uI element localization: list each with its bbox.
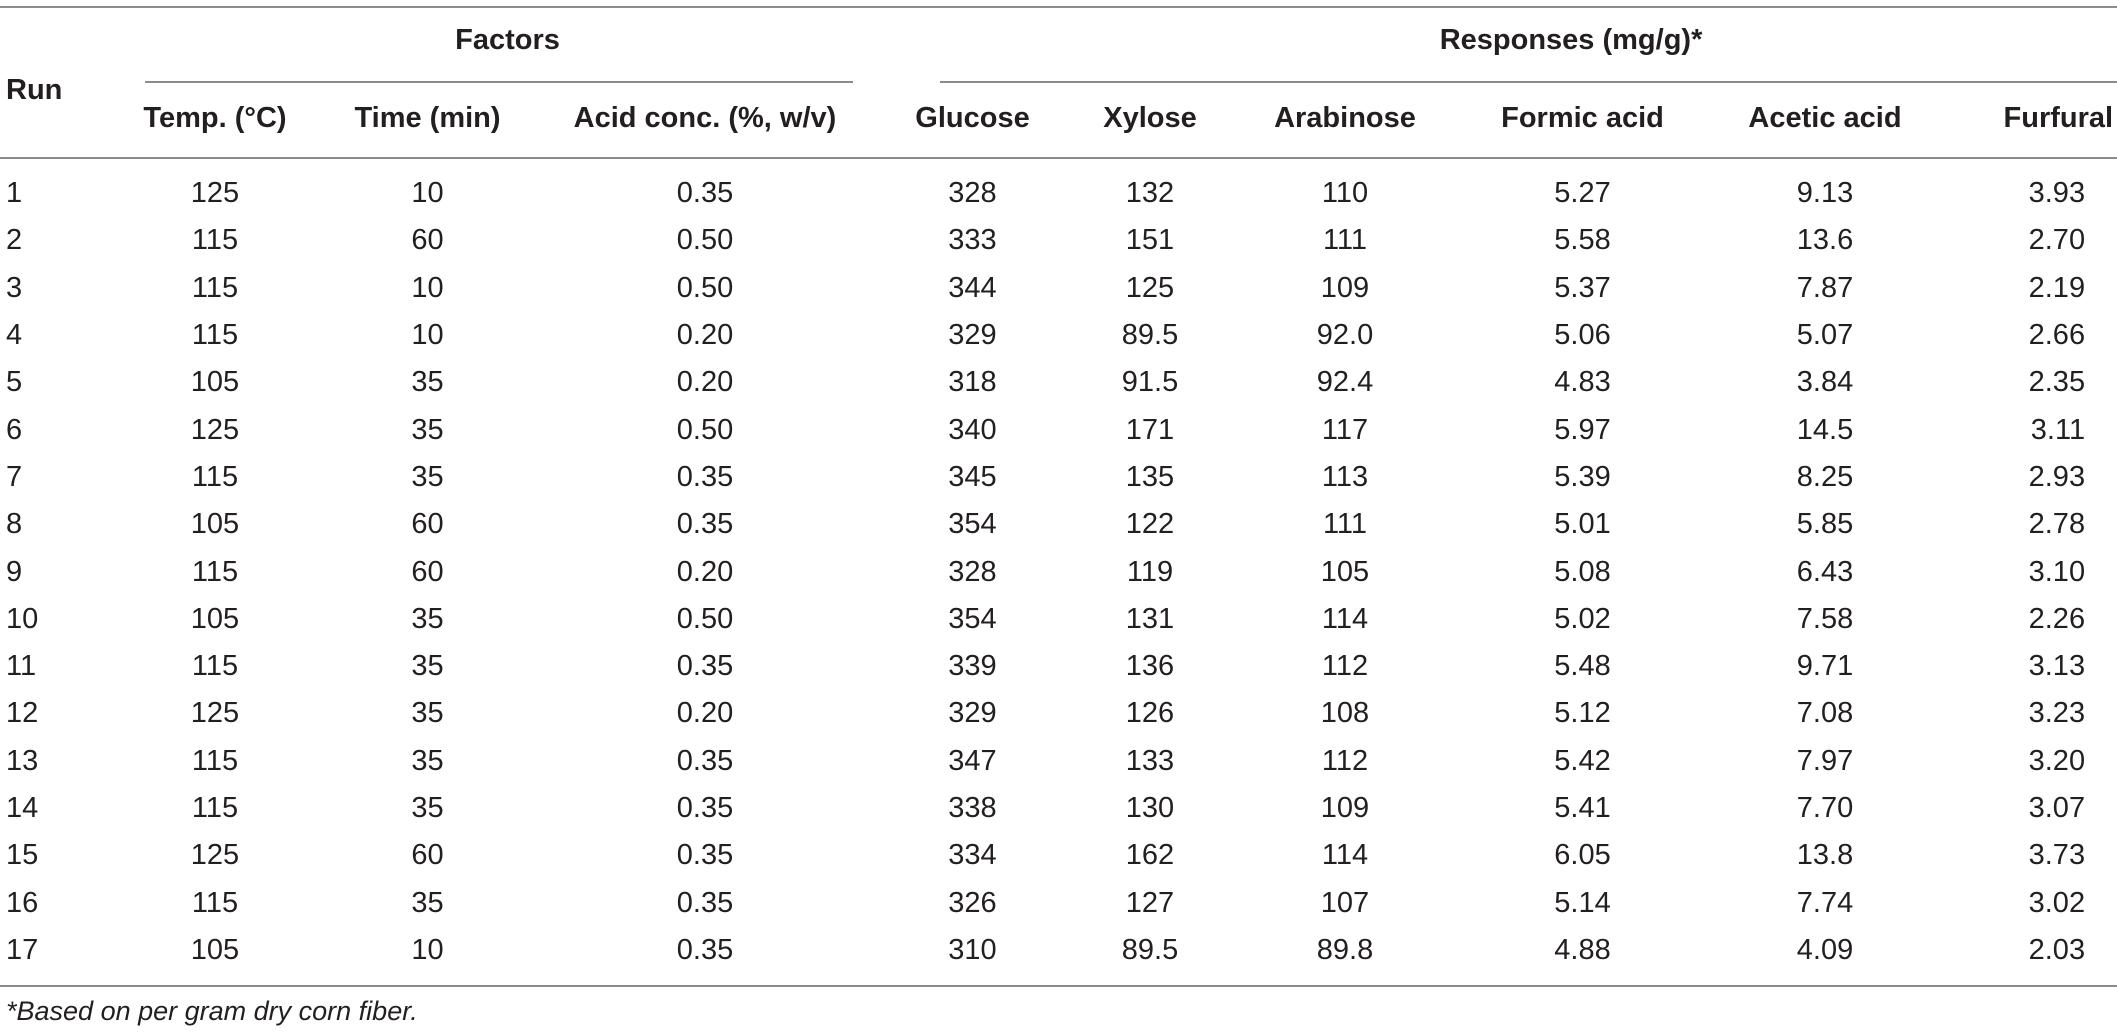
table-cell: 7.58 — [1796, 602, 1854, 635]
table-row — [0, 501, 2117, 548]
table-cell: 125 — [190, 839, 240, 872]
table-cell: 105 — [1320, 555, 1370, 588]
table-row — [0, 879, 2117, 926]
run-cell: 1 — [6, 177, 23, 210]
table-cell: 5.37 — [1554, 271, 1611, 304]
table-cell: 5.39 — [1554, 460, 1611, 493]
table-cell: 112 — [1321, 744, 1369, 777]
table-row — [0, 156, 2117, 217]
table-cell: 5.14 — [1554, 886, 1611, 919]
table-cell: 4.83 — [1554, 366, 1611, 399]
table-body — [0, 156, 2117, 974]
table-cell: 125 — [190, 413, 240, 446]
run-cell: 6 — [6, 413, 23, 446]
table-cell: 133 — [1125, 744, 1175, 777]
table-cell: 3.07 — [2028, 792, 2086, 824]
bottom-rule — [0, 985, 2117, 987]
table-cell: 105 — [190, 366, 240, 399]
table-cell: 5.02 — [1554, 602, 1611, 635]
table-cell: 114 — [1321, 602, 1369, 635]
table-cell: 3.10 — [2028, 555, 2086, 588]
table-row — [0, 217, 2117, 264]
table-cell: 318 — [948, 366, 997, 399]
table-cell: 111 — [1322, 224, 1368, 257]
column-header: Time (min) — [354, 101, 501, 134]
run-cell: 7 — [6, 460, 23, 493]
table-cell: 7.74 — [1796, 886, 1854, 919]
table-cell: 3.13 — [2028, 650, 2086, 683]
table-cell: 7.87 — [1796, 271, 1854, 304]
table-row — [0, 927, 2117, 974]
table-cell: 92.4 — [1316, 366, 1374, 399]
table-row — [0, 548, 2117, 595]
table-cell: 115 — [191, 555, 239, 588]
table-cell: 109 — [1320, 792, 1370, 824]
table-cell: 0.50 — [676, 602, 734, 635]
table-cell: 35 — [411, 602, 444, 635]
table-cell: 338 — [948, 792, 997, 824]
table-cell: 3.84 — [1796, 366, 1854, 399]
table-cell: 0.20 — [676, 319, 734, 352]
table-cell: 60 — [411, 508, 444, 541]
table-row — [0, 690, 2117, 737]
run-cell: 5 — [6, 366, 23, 399]
table-cell: 35 — [411, 697, 444, 730]
table-cell: 35 — [411, 744, 444, 777]
responses-header: Responses (mg/g)* — [1439, 23, 1703, 56]
table-cell: 2.93 — [2028, 460, 2086, 493]
run-cell: 8 — [6, 508, 23, 541]
table-cell: 13.6 — [1796, 224, 1854, 257]
table-cell: 10 — [411, 319, 444, 352]
table-cell: 105 — [190, 508, 240, 541]
table-cell: 3.02 — [2028, 886, 2086, 919]
table-cell: 35 — [411, 792, 444, 824]
run-cell: 16 — [6, 886, 39, 919]
table-cell: 0.35 — [676, 508, 734, 541]
run-cell: 2 — [6, 224, 23, 257]
table-cell: 0.35 — [676, 886, 734, 919]
table-row — [0, 406, 2117, 453]
table-cell: 5.42 — [1554, 744, 1611, 777]
table-cell: 9.71 — [1796, 650, 1854, 683]
table-cell: 0.20 — [676, 555, 734, 588]
table-row — [0, 312, 2117, 359]
table-cell: 60 — [411, 224, 444, 257]
table-cell: 333 — [948, 224, 997, 257]
column-header: Acetic acid — [1748, 101, 1902, 134]
table-cell: 109 — [1320, 271, 1370, 304]
table-row — [0, 785, 2117, 832]
table-cell: 110 — [1321, 177, 1369, 210]
column-header: Temp. (°C) — [143, 101, 287, 134]
table-cell: 125 — [190, 177, 240, 210]
run-cell: 10 — [6, 602, 39, 635]
table-cell: 35 — [411, 650, 444, 683]
table-cell: 0.50 — [676, 224, 734, 257]
table-cell: 35 — [411, 886, 444, 919]
table-cell: 136 — [1125, 650, 1175, 683]
table-cell: 0.35 — [676, 933, 734, 966]
table-cell: 347 — [948, 744, 997, 777]
table-row — [0, 643, 2117, 690]
column-header: Arabinose — [1274, 101, 1416, 134]
table-cell: 127 — [1125, 886, 1175, 919]
table-cell: 91.5 — [1121, 366, 1179, 399]
table-cell: 108 — [1320, 697, 1370, 730]
table-cell: 115 — [191, 271, 239, 304]
table-cell: 5.41 — [1554, 792, 1611, 824]
table-cell: 115 — [191, 460, 239, 493]
table-cell: 326 — [948, 886, 997, 919]
table-cell: 132 — [1125, 177, 1175, 210]
table-cell: 345 — [948, 460, 997, 493]
factors-header: Factors — [455, 23, 560, 56]
table-cell: 3.93 — [2028, 177, 2086, 210]
table-cell: 135 — [1125, 460, 1175, 493]
table-cell: 119 — [1126, 555, 1174, 588]
run-cell: 12 — [6, 697, 39, 730]
table-row — [0, 738, 2117, 785]
table-cell: 5.48 — [1554, 650, 1611, 683]
table-cell: 105 — [190, 933, 240, 966]
table-cell: 115 — [191, 224, 239, 257]
run-header: Run — [6, 73, 63, 106]
table-cell: 310 — [948, 933, 997, 966]
table-cell: 339 — [948, 650, 997, 683]
table-cell: 328 — [948, 177, 997, 210]
table-cell: 328 — [948, 555, 997, 588]
table-cell: 2.35 — [2028, 366, 2086, 399]
table-row — [0, 832, 2117, 879]
table-row — [0, 359, 2117, 406]
table-cell: 7.97 — [1796, 744, 1854, 777]
run-cell: 4 — [6, 319, 23, 352]
table-cell: 5.07 — [1796, 319, 1854, 352]
table-cell: 3.23 — [2028, 697, 2086, 730]
column-header: Acid conc. (%, w/v) — [573, 101, 837, 134]
table-cell: 115 — [191, 744, 239, 777]
table-cell: 112 — [1321, 650, 1369, 683]
table-cell: 354 — [948, 508, 997, 541]
table-cell: 334 — [948, 839, 997, 872]
run-cell: 14 — [6, 792, 39, 824]
table-cell: 89.5 — [1121, 319, 1179, 352]
table-cell: 122 — [1125, 508, 1175, 541]
table-cell: 0.50 — [676, 413, 734, 446]
table-cell: 2.78 — [2028, 508, 2086, 541]
table-cell: 10 — [411, 271, 444, 304]
table-cell: 5.06 — [1554, 319, 1611, 352]
table-cell: 13.8 — [1796, 839, 1854, 872]
table-row — [0, 596, 2117, 643]
table-cell: 151 — [1125, 224, 1175, 257]
run-cell: 17 — [6, 933, 39, 966]
table-footnote: *Based on per gram dry corn fiber. — [6, 996, 418, 1026]
table-cell: 2.03 — [2028, 933, 2086, 966]
table-cell: 35 — [411, 366, 444, 399]
table-cell: 130 — [1125, 792, 1175, 824]
table-cell: 344 — [948, 271, 997, 304]
table-cell: 10 — [411, 933, 444, 966]
table-cell: 107 — [1320, 886, 1370, 919]
table-cell: 0.50 — [676, 271, 734, 304]
table-cell: 114 — [1321, 839, 1369, 872]
column-header: Glucose — [915, 101, 1030, 134]
table-cell: 60 — [411, 555, 444, 588]
table-cell: 92.0 — [1316, 319, 1374, 352]
table-cell: 10 — [411, 177, 444, 210]
column-header: Formic acid — [1501, 101, 1664, 134]
run-cell: 3 — [6, 271, 23, 304]
table-cell: 125 — [1125, 271, 1175, 304]
table-cell: 171 — [1125, 413, 1175, 446]
run-cell: 9 — [6, 555, 23, 588]
table-cell: 2.70 — [2028, 224, 2086, 257]
table-row — [0, 265, 2117, 312]
table-cell: 0.35 — [676, 792, 734, 824]
table-row — [0, 454, 2117, 501]
table-cell: 111 — [1322, 508, 1368, 541]
table-cell: 5.27 — [1554, 177, 1611, 210]
table-cell: 4.88 — [1554, 933, 1611, 966]
table-cell: 115 — [191, 886, 239, 919]
table-cell: 60 — [411, 839, 444, 872]
header-row-groups — [0, 0, 2117, 80]
table-cell: 3.20 — [2028, 744, 2086, 777]
table-cell: 3.11 — [2030, 413, 2086, 446]
table-cell: 5.01 — [1554, 508, 1611, 541]
header-row-columns — [0, 80, 2117, 156]
table-cell: 5.08 — [1554, 555, 1611, 588]
table-cell: 125 — [190, 697, 240, 730]
table-cell: 0.20 — [676, 366, 734, 399]
table-cell: 2.26 — [2028, 602, 2086, 635]
table-cell: 0.35 — [676, 744, 734, 777]
table-cell: 5.58 — [1554, 224, 1611, 257]
table-cell: 7.08 — [1796, 697, 1854, 730]
run-cell: 13 — [6, 744, 39, 777]
table-cell: 131 — [1125, 602, 1175, 635]
column-header: Xylose — [1103, 101, 1197, 134]
column-header: Furfural — [2003, 101, 2114, 134]
table-cell: 6.05 — [1554, 839, 1611, 872]
table-cell: 7.70 — [1796, 792, 1854, 824]
run-cell: 11 — [6, 650, 37, 683]
table-cell: 2.66 — [2028, 319, 2086, 352]
table-cell: 35 — [411, 413, 444, 446]
table-cell: 162 — [1125, 839, 1175, 872]
run-cell: 15 — [6, 839, 39, 872]
table-cell: 9.13 — [1796, 177, 1854, 210]
table-cell: 4.09 — [1796, 933, 1854, 966]
table-cell: 0.20 — [676, 697, 734, 730]
table-cell: 105 — [190, 602, 240, 635]
table-cell: 5.85 — [1796, 508, 1854, 541]
table-cell: 5.12 — [1554, 697, 1611, 730]
table-cell: 89.8 — [1316, 933, 1374, 966]
table-cell: 340 — [948, 413, 997, 446]
table-cell: 0.35 — [676, 177, 734, 210]
table-cell: 354 — [948, 602, 997, 635]
table-cell: 329 — [948, 319, 997, 352]
table-cell: 35 — [411, 460, 444, 493]
table-cell: 89.5 — [1121, 933, 1179, 966]
table-cell: 115 — [191, 319, 239, 352]
table-cell: 115 — [191, 650, 239, 683]
table-cell: 6.43 — [1796, 555, 1854, 588]
table-cell: 126 — [1125, 697, 1175, 730]
table-cell: 3.73 — [2028, 839, 2086, 872]
table-cell: 2.19 — [2028, 271, 2086, 304]
table-cell: 113 — [1321, 460, 1369, 493]
table-cell: 115 — [191, 792, 239, 824]
table-cell: 329 — [948, 697, 997, 730]
table-cell: 117 — [1321, 413, 1369, 446]
table-cell: 5.97 — [1554, 413, 1611, 446]
table-cell: 14.5 — [1796, 413, 1854, 446]
table-cell: 0.35 — [676, 650, 734, 683]
table-cell: 0.35 — [676, 460, 734, 493]
table-cell: 8.25 — [1796, 460, 1854, 493]
table-cell: 0.35 — [676, 839, 734, 872]
